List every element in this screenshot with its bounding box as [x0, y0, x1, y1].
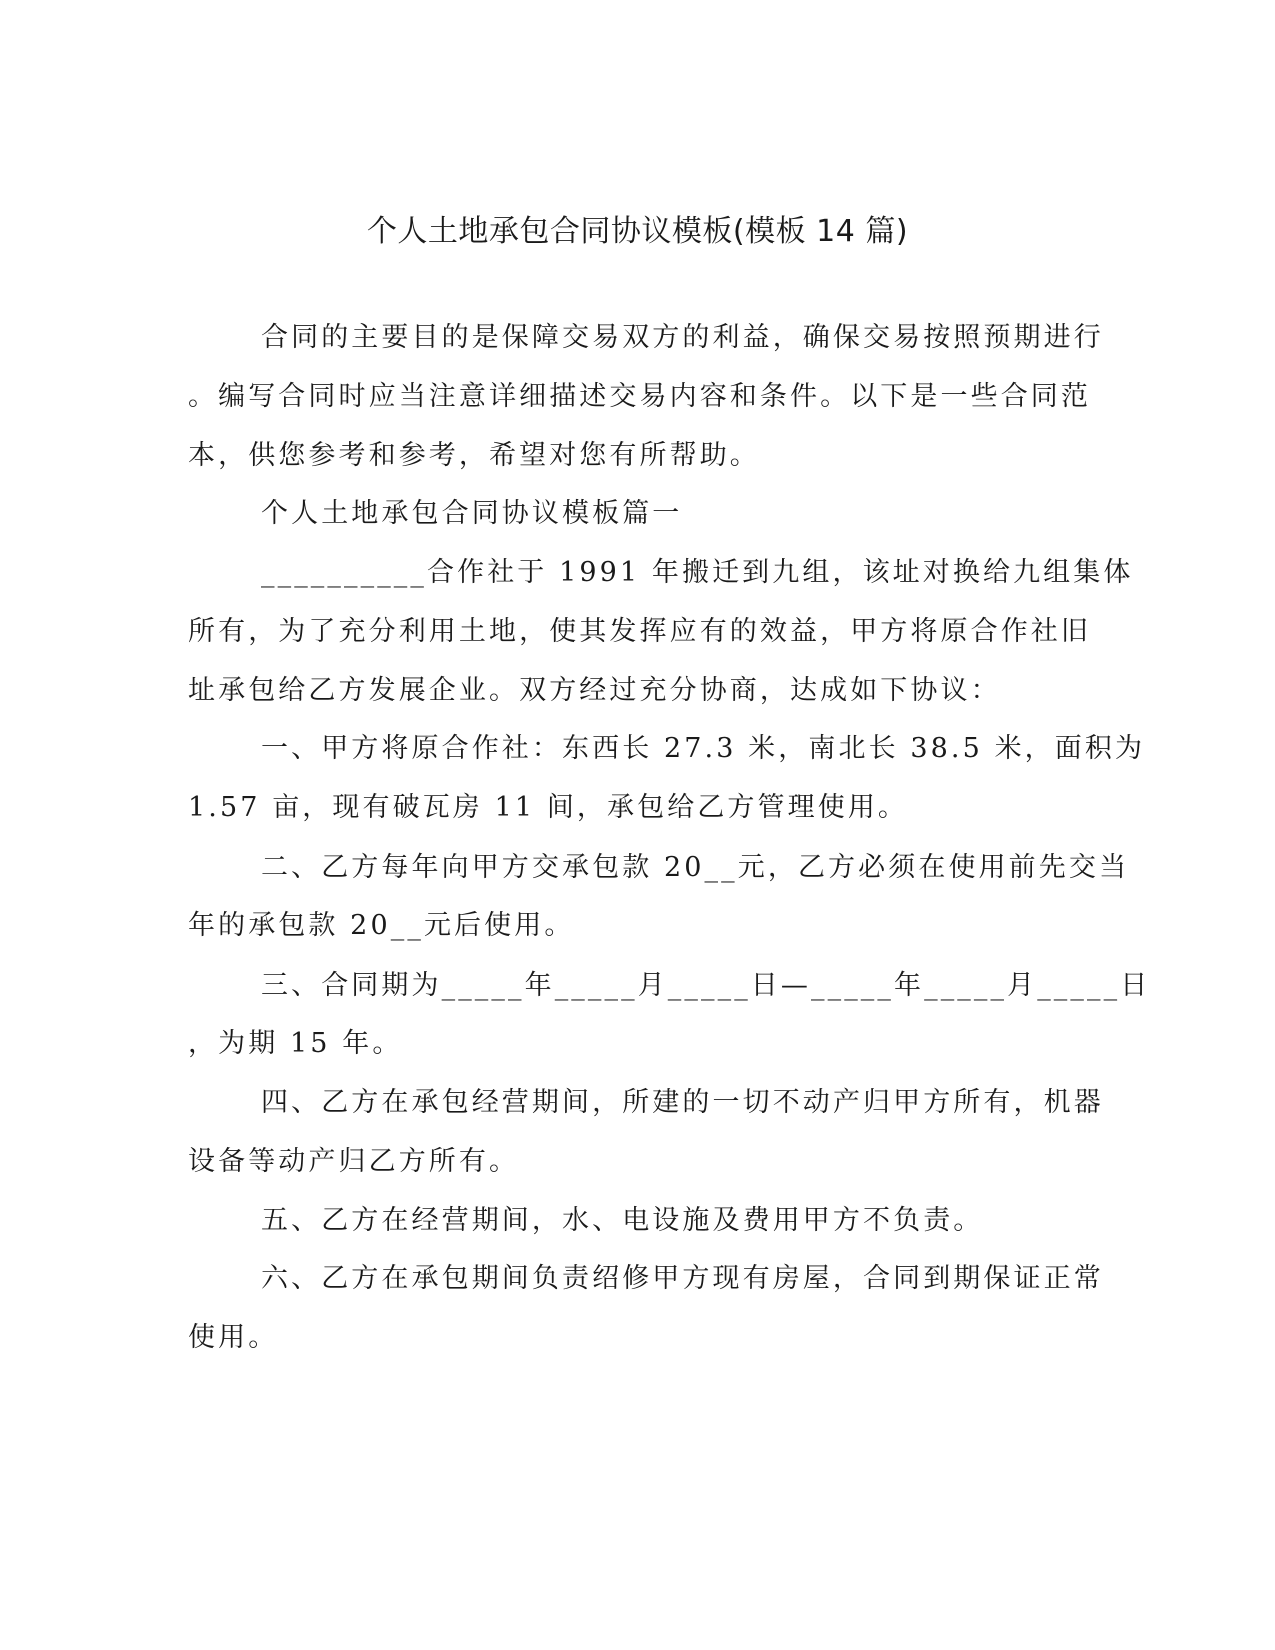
clause-4-line-1: 四、乙方在承包经营期间，所建的一切不动产归甲方所有，机器 — [261, 1087, 1104, 1118]
preamble-line-3: 址承包给乙方发展企业。双方经过充分协商，达成如下协议： — [188, 675, 1001, 706]
clause-5-line-1: 五、乙方在经营期间，水、电设施及费用甲方不负责。 — [261, 1205, 984, 1236]
clause-3-line-2: ，为期 15 年。 — [188, 1028, 403, 1059]
clause-6-line-2: 使用。 — [188, 1322, 279, 1353]
intro-line-2: 。编写合同时应当注意详细描述交易内容和条件。以下是一些合同范 — [188, 381, 1091, 412]
section-heading: 个人土地承包合同协议模板篇一 — [261, 498, 683, 529]
clause-2-line-1: 二、乙方每年向甲方交承包款 20__元，乙方必须在使用前先交当 — [261, 852, 1130, 883]
document-title: 个人土地承包合同协议模板(模板 14 篇) — [366, 214, 909, 249]
clause-2-line-2: 年的承包款 20__元后使用。 — [188, 910, 575, 941]
clause-1-line-2: 1.57 亩，现有破瓦房 11 间，承包给乙方管理使用。 — [188, 792, 909, 823]
clause-4-line-2: 设备等动产归乙方所有。 — [188, 1146, 520, 1177]
clause-1-line-1: 一、甲方将原合作社：东西长 27.3 米，南北长 38.5 米，面积为 — [261, 733, 1146, 764]
intro-line-1: 合同的主要目的是保障交易双方的利益，确保交易按照预期进行 — [261, 322, 1104, 353]
preamble-line-2: 所有，为了充分利用土地，使其发挥应有的效益，甲方将原合作社旧 — [188, 616, 1091, 647]
intro-line-3: 本，供您参考和参考，希望对您有所帮助。 — [188, 440, 760, 471]
clause-6-line-1: 六、乙方在承包期间负责绍修甲方现有房屋，合同到期保证正常 — [261, 1263, 1104, 1294]
clause-3-line-1: 三、合同期为_____年_____月_____日—_____年_____月_____日 — [261, 970, 1151, 1001]
preamble-line-1: __________合作社于 1991 年搬迁到九组，该址对换给九组集体 — [261, 557, 1134, 588]
